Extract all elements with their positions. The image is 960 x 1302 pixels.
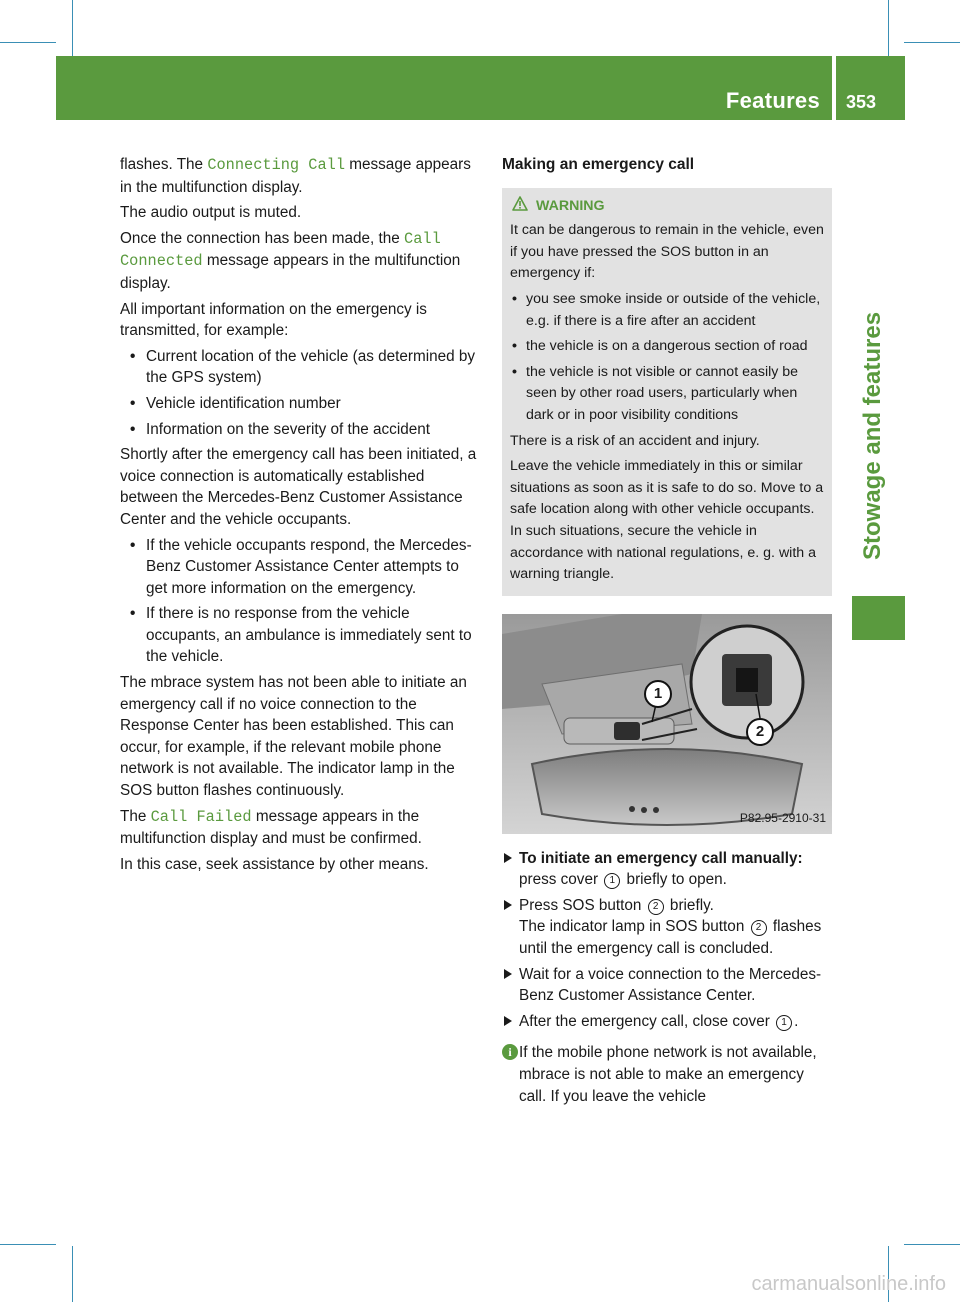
- paragraph: The audio output is muted.: [120, 204, 302, 222]
- instruction-steps: [502, 848, 832, 1033]
- page-number: 353: [846, 92, 877, 112]
- crop-mark: [904, 1244, 960, 1245]
- callout-ref: 2: [648, 899, 664, 915]
- overhead-console-photo: [502, 614, 832, 834]
- callout-ref: 1: [604, 873, 620, 889]
- info-icon: i: [502, 1044, 518, 1060]
- display-message: Call Failed: [150, 807, 252, 826]
- warning-bullets: [510, 289, 824, 427]
- paragraph: Shortly after the emergency call has been initiated, a voice connection is automatically established between the Mercedes-Benz Customer Assistance Center and the vehicle occupants.: [120, 446, 477, 528]
- step-item: Press SOS button 2 briefly. The indicator lamp in SOS button 2 flashes until the emergency call is concluded.: [502, 895, 832, 960]
- crop-mark: [72, 0, 73, 56]
- list-item: • the vehicle is not visible or cannot easily be seen by other road users, particularly when dark or in poor visibility conditions: [510, 362, 824, 427]
- paragraph: Once the connection has been made, the Call Connected message appears in the multifunction display.: [120, 229, 461, 292]
- warning-intro: It can be dangerous to remain in the vehicle, even if you have pressed the SOS button in an emergency if:: [510, 222, 824, 282]
- display-message: Call Connected: [120, 229, 441, 271]
- warning-paragraph: There is a risk of an accident and injury.: [510, 432, 760, 449]
- crop-mark: [0, 42, 56, 43]
- list-item: • Vehicle identification number: [120, 393, 482, 415]
- bullet-list: [120, 535, 482, 669]
- right-column: [502, 154, 832, 1107]
- paragraph: flashes. The Connecting Call message appears in the multifunction display.: [120, 156, 471, 196]
- list-item: • If there is no response from the vehicle occupants, an ambulance is immediately sent to the vehicle.: [120, 603, 482, 668]
- list-item: • Information on the severity of the accident: [120, 419, 482, 441]
- info-note: i If the mobile phone network is not available, mbrace is not able to make an emergency call. If you leave the vehicle: [502, 1042, 832, 1107]
- step-item: Wait for a voice connection to the Mercedes-Benz Customer Assistance Center.: [502, 964, 832, 1007]
- bullet-list: [120, 346, 482, 440]
- callout-ref: 1: [776, 1015, 792, 1031]
- warning-label: WARNING: [536, 198, 605, 215]
- header-bar: [56, 56, 832, 120]
- callout-2: 2: [746, 718, 774, 746]
- crop-mark: [904, 42, 960, 43]
- side-tab-label: Stowage and features: [859, 311, 886, 560]
- callout-1: 1: [644, 680, 672, 708]
- paragraph: The mbrace system has not been able to initiate an emergency call if no voice connection to the Response Center has been established. This can occur, for example, if the relevant mobile phone network is not available. The indicator lamp in the SOS button flashes continuously.: [120, 674, 467, 800]
- list-item: • you see smoke inside or outside of the vehicle, e.g. if there is a fire after an accident: [510, 289, 824, 332]
- paragraph: In this case, seek assistance by other means.: [120, 855, 429, 873]
- crop-mark: [888, 0, 889, 56]
- warning-box: [502, 188, 832, 596]
- left-column: [120, 154, 482, 879]
- step-item: After the emergency call, close cover 1 .: [502, 1011, 832, 1033]
- warning-paragraph: Leave the vehicle immediately in this or similar situations as soon as it is safe to do so. Move to a safe location along with other vehicle occupants. In such situations, secure the vehicle in accordance with national regulations, e. g. with a warning triangle.: [510, 458, 824, 583]
- display-message: Connecting Call: [207, 156, 346, 174]
- image-code: P82.95-2910-31: [739, 811, 826, 826]
- side-tab-marker: [852, 596, 905, 640]
- crop-mark: [0, 1244, 56, 1245]
- warning-triangle-icon: [512, 196, 528, 219]
- step-item: To initiate an emergency call manually: press cover 1 briefly to open.: [502, 848, 832, 891]
- mirror-illustration: [502, 614, 832, 834]
- section-heading: Making an emergency call: [502, 156, 695, 173]
- watermark: carmanualsonline.info: [751, 1273, 946, 1295]
- paragraph: All important information on the emergency is transmitted, for example:: [120, 300, 427, 340]
- crop-mark: [72, 1246, 73, 1302]
- page-title: Features: [725, 88, 820, 113]
- list-item: • Current location of the vehicle (as determined by the GPS system): [120, 346, 482, 389]
- warning-header: [512, 196, 824, 219]
- list-item: • the vehicle is on a dangerous section of road: [510, 336, 824, 358]
- list-item: • If the vehicle occupants respond, the Mercedes-Benz Customer Assistance Center attempts to get more information on the emergency.: [120, 535, 482, 600]
- callout-ref: 2: [751, 920, 767, 936]
- paragraph: The Call Failed message appears in the multifunction display and must be confirmed.: [120, 807, 422, 848]
